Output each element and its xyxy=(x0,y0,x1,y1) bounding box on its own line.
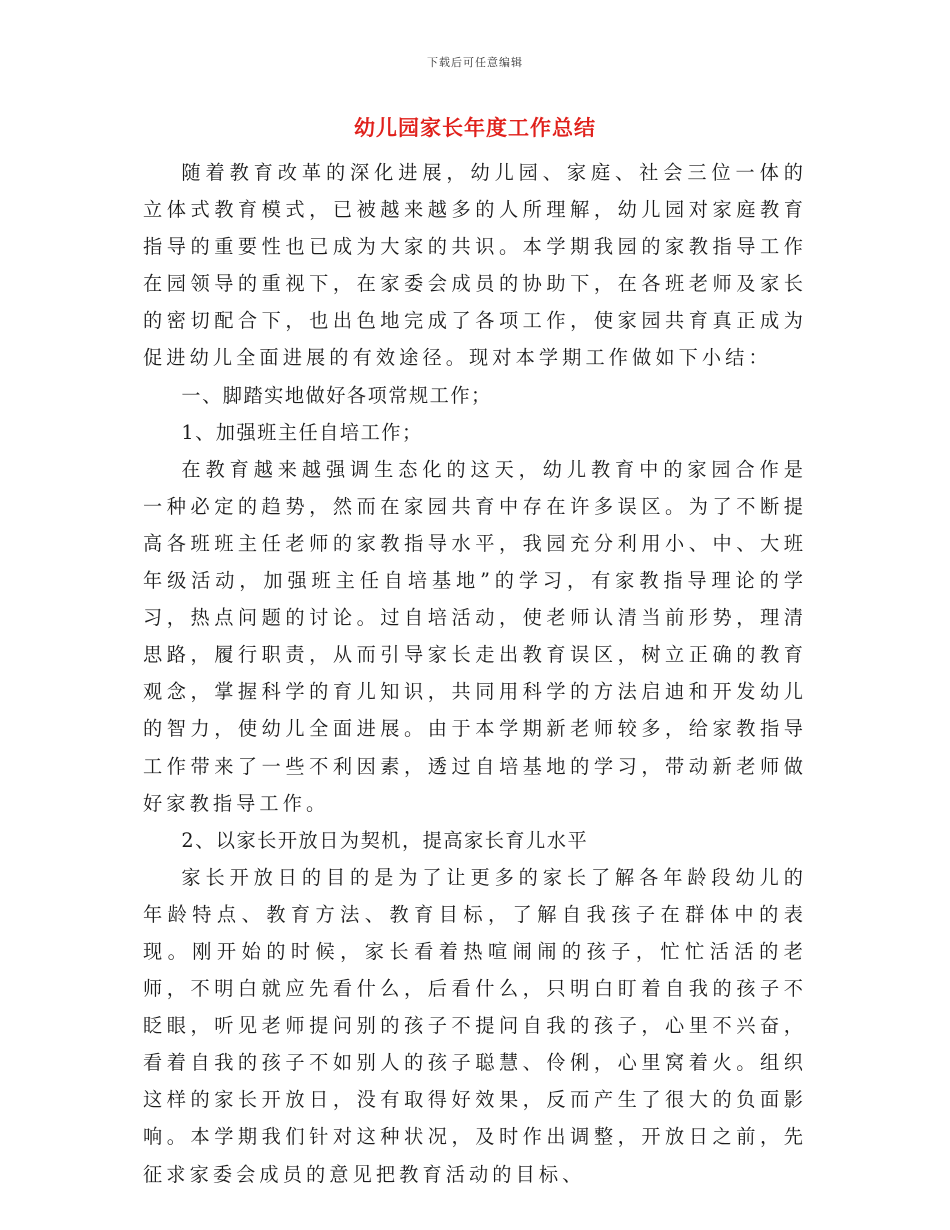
document-body xyxy=(143,154,807,1193)
body-paragraph: 家长开放日的目的是为了让更多的家长了解各年龄段幼儿的年龄特点、教育方法、教育目标，了解自我孩子在群体中的表现。刚开始的时候，家长看着热喧闹闹的孩子，忙忙活活的老师，不明白就应先看什么，后看什么，只明白盯着自我的孩子不眨眼，听见老师提问别的孩子不提问自我的孩子，心里不兴奋，看着自我的孩子不如别人的孩子聪慧、伶俐，心里窝着火。组织这样的家长开放日，没有取得好效果，反而产生了很大的负面影响。本学期我们针对这种状况，及时作出调整，开放日之前，先征求家委会成员的意见把教育活动的目标、 xyxy=(143,865,807,1186)
subsection-heading: 2、以家长开放日为契机，提高家长育儿水平 xyxy=(181,828,589,852)
body-paragraph: 在教育越来越强调生态化的这天，幼儿教育中的家园合作是一种必定的趋势，然而在家园共育中存在许多误区。为了不断提高各班班主任老师的家教指导水平，我园充分利用小、中、大班年级活动，加强班主任自培基地”的学习，有家教指导理论的学习，热点问题的讨论。过自培活动，使老师认清当前形势，理清思路，履行职责，从而引导家长走出教育误区，树立正确的教育观念，掌握科学的育儿知识，共同用科学的方法启迪和开发幼儿的智力，使幼儿全面进展。由于本学期新老师较多，给家教指导工作带来了一些不利因素，透过自培基地的学习，带动新老师做好家教指导工作。 xyxy=(143,457,807,815)
section-heading: 一、脚踏实地做好各项常规工作； xyxy=(181,383,492,407)
intro-paragraph: 随着教育改革的深化进展，幼儿园、家庭、社会三位一体的立体式教育模式，已被越来越多的人所理解，幼儿园对家庭教育指导的重要性也已成为大家的共识。本学期我园的家教指导工作在园领导的重视下，在家委会成员的协助下，在各班老师及家长的密切配合下，也出色地完成了各项工作，使家园共育真正成为促进幼儿全面进展的有效途径。现对本学期工作做如下小结： xyxy=(143,161,807,370)
header-note: 下载后可任意编辑 xyxy=(427,56,523,69)
subsection-heading: 1、加强班主任自培工作； xyxy=(181,420,423,444)
document-title: 幼儿园家长年度工作总结 xyxy=(354,115,596,140)
